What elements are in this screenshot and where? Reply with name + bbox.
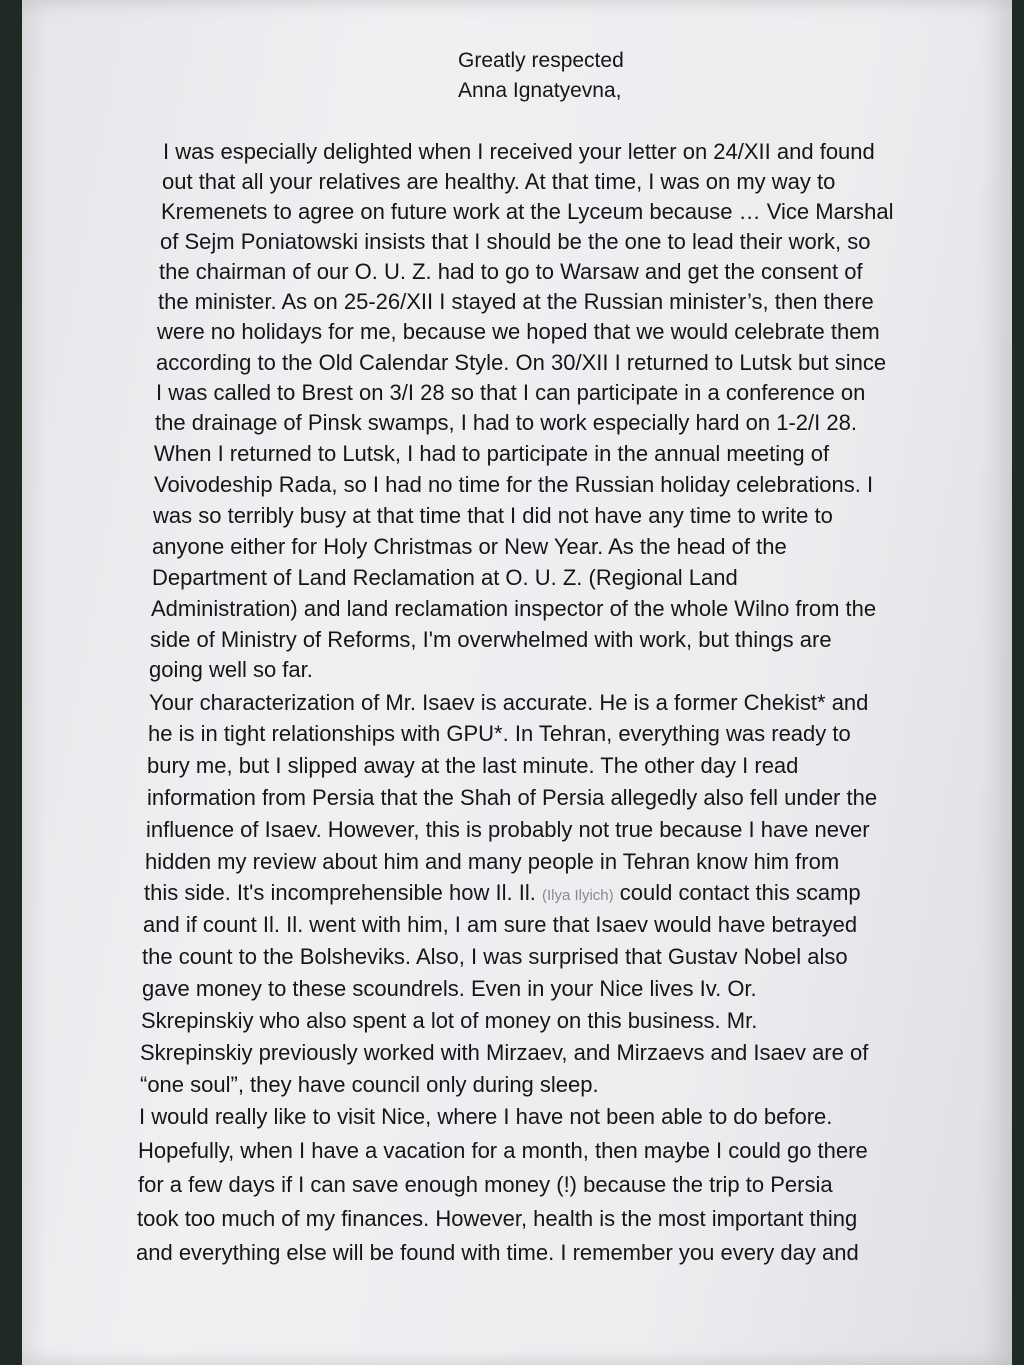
letter-line: I would really like to visit Nice, where I have not been able to do before. <box>139 1104 833 1129</box>
letter-line: and everything else will be found with time. I remember you every day and <box>136 1240 859 1265</box>
letter-line-text-tail: could contact this scamp <box>613 880 861 905</box>
letter-line: information from Persia that the Shah of Persia allegedly also fell under the <box>147 785 878 810</box>
letter-line-text: this side. It's incomprehensible how Il. Il. <box>144 880 536 905</box>
letter-line: gave money to these scoundrels. Even in your Nice lives Iv. Or. <box>142 976 757 1001</box>
letter-page <box>22 0 1012 1365</box>
letter-line: “one soul”, they have council only during sleep. <box>140 1072 599 1097</box>
letter-line: and if count Il. Il. went with him, I am sure that Isaev would have betrayed <box>143 912 858 937</box>
letter-line: influence of Isaev. However, this is probably not true because I have never <box>146 817 870 842</box>
letter-line: going well so far. <box>149 657 313 682</box>
letter-line: Your characterization of Mr. Isaev is accurate. He is a former Chekist* and <box>149 690 869 715</box>
letter-line: Voivodeship Rada, so I had no time for the Russian holiday celebrations. I <box>154 472 874 497</box>
letter-line: Skrepinskiy previously worked with Mirzaev, and Mirzaevs and Isaev are of <box>140 1040 869 1065</box>
letter-line: the chairman of our O. U. Z. had to go to Warsaw and get the consent of <box>159 259 863 284</box>
letter-body <box>22 0 1012 1365</box>
letter-line: Department of Land Reclamation at O. U. Z. (Regional Land <box>152 565 738 590</box>
letter-line: took too much of my finances. However, health is the most important thing <box>137 1206 858 1231</box>
letter-line: were no holidays for me, because we hoped that we would celebrate them <box>157 319 880 344</box>
salutation-line-2: Anna Ignatyevna, <box>458 79 622 102</box>
letter-line: the drainage of Pinsk swamps, I had to work especially hard on 1-2/I 28. <box>155 410 857 435</box>
letter-line: bury me, but I slipped away at the last minute. The other day I read <box>147 753 799 778</box>
letter-line: Skrepinskiy who also spent a lot of money on this business. Mr. <box>141 1008 758 1033</box>
letter-line-with-note <box>144 880 861 909</box>
letter-line: he is in tight relationships with GPU*. In Tehran, everything was ready to <box>148 721 851 746</box>
letter-line: according to the Old Calendar Style. On 30/XII I returned to Lutsk but since <box>156 350 887 375</box>
letter-line: was so terribly busy at that time that I did not have any time to write to <box>153 503 833 528</box>
letter-line: out that all your relatives are healthy. At that time, I was on my way to <box>162 169 836 194</box>
salutation-line-1: Greatly respected <box>458 49 624 72</box>
letter-line: Hopefully, when I have a vacation for a month, then maybe I could go there <box>138 1138 868 1163</box>
letter-line: the minister. As on 25-26/XII I stayed at the Russian minister’s, then there <box>158 289 874 314</box>
letter-line: side of Ministry of Reforms, I'm overwhelmed with work, but things are <box>150 627 832 652</box>
letter-line: the count to the Bolsheviks. Also, I was surprised that Gustav Nobel also <box>142 944 848 969</box>
letter-line: anyone either for Holy Christmas or New Year. As the head of the <box>152 534 787 559</box>
letter-line: hidden my review about him and many people in Tehran know him from <box>145 849 840 874</box>
letter-line: for a few days if I can save enough money (!) because the trip to Persia <box>138 1172 833 1197</box>
letter-line: I was especially delighted when I received your letter on 24/XII and found <box>163 139 875 164</box>
letter-line: When I returned to Lutsk, I had to participate in the annual meeting of <box>154 441 830 466</box>
letter-line: I was called to Brest on 3/I 28 so that I can participate in a conference on <box>156 380 866 405</box>
name-expansion-note: (Ilya Ilyich) <box>541 887 614 904</box>
letter-line: of Sejm Poniatowski insists that I should be the one to lead their work, so <box>160 229 871 254</box>
letter-line: Kremenets to agree on future work at the Lyceum because … Vice Marshal <box>161 199 894 224</box>
letter-line: Administration) and land reclamation inspector of the whole Wilno from the <box>151 596 877 621</box>
